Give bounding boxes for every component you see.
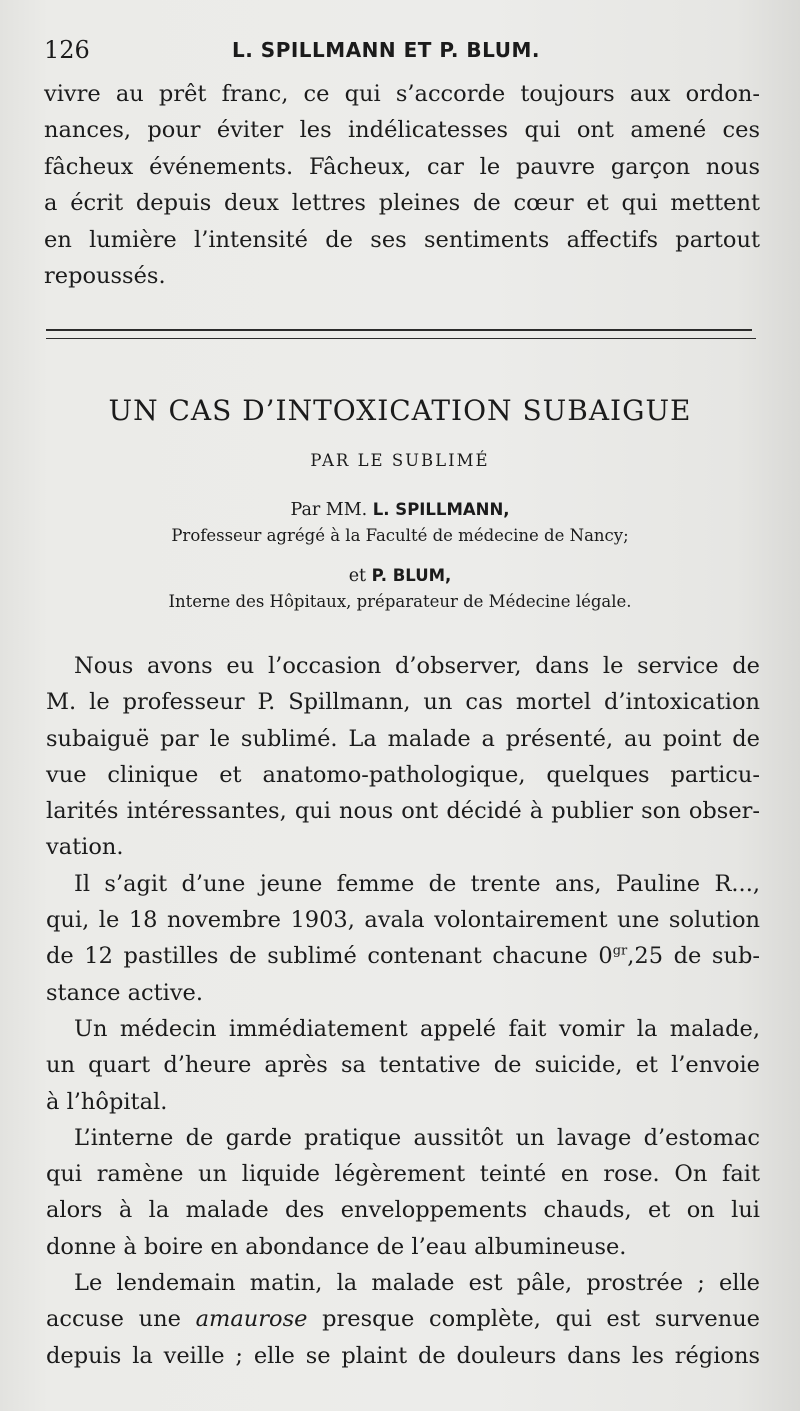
text-line — [46, 1301, 760, 1337]
paragraph — [46, 1265, 760, 1374]
text-fragment: accuse une — [46, 1306, 196, 1333]
running-title: L. SPILLMANN ET P. BLUM. — [232, 38, 540, 62]
unit-superscript: gr — [612, 943, 628, 959]
italic-term: amaurose — [195, 1306, 308, 1333]
text-line: donne à boire en abondance de l’eau albumineuse. — [46, 1233, 627, 1260]
page-number: 126 — [44, 36, 90, 64]
previous-article-ending — [44, 76, 760, 294]
author-prefix: Par MM. — [290, 500, 373, 520]
text-line: M. le professeur P. Spillmann, un cas mortel d’intoxication — [46, 689, 760, 716]
text-line: subaiguë par le sublimé. La malade a présenté, au point de — [46, 725, 760, 752]
article-body — [46, 648, 760, 1374]
text-line: Il s’agit d’une jeune femme de trente ans, Pauline R..., — [74, 870, 760, 897]
text-line: stance active. — [46, 979, 203, 1006]
text-line: larités intéressantes, qui nous ont décidé à publier son obser- — [46, 798, 760, 825]
text-line: qui, le 18 novembre 1903, avala volontairement une solution — [46, 907, 760, 934]
text-line: fâcheux événements. Fâcheux, car le pauvre garçon nous — [44, 153, 760, 180]
text-line: qui ramène un liquide légèrement teinté en rose. On fait — [46, 1161, 760, 1188]
text-line: vivre au prêt franc, ce qui s’accorde toujours aux ordon- — [44, 81, 760, 107]
text-line: en lumière l’intensité de ses sentiments affectifs partout — [44, 226, 760, 253]
author-line-1 — [0, 500, 800, 520]
text-line: vation. — [46, 834, 124, 861]
text-line: depuis la veille ; elle se plaint de douleurs dans les régions — [46, 1342, 760, 1369]
text-line: repoussés. — [44, 263, 166, 290]
author-name: L. SPILLMANN, — [372, 500, 510, 519]
author-affiliation-2: Interne des Hôpitaux, préparateur de Médecine légale. — [168, 592, 632, 611]
text-fragment: ,25 de sub- — [627, 943, 760, 970]
author-line-2 — [0, 566, 800, 586]
author-affiliation-1: Professeur agrégé à la Faculté de médecine de Nancy; — [171, 526, 629, 545]
text-line: a écrit depuis deux lettres pleines de cœur et qui mettent — [44, 190, 760, 217]
author-prefix: et — [348, 566, 372, 586]
text-line: nances, pour éviter les indélicatesses qui ont amené ces — [44, 117, 760, 144]
text-line: à l’hôpital. — [46, 1088, 168, 1115]
paragraph — [46, 866, 760, 1011]
text-line — [46, 938, 760, 974]
page-header — [0, 34, 800, 66]
paragraph — [46, 648, 760, 866]
section-divider-thin — [46, 338, 756, 339]
text-line: Un médecin immédiatement appelé fait vomir la malade, — [74, 1015, 760, 1042]
text-line: Nous avons eu l’occasion d’observer, dans le service de — [74, 653, 760, 679]
text-line: alors à la malade des enveloppements chauds, et on lui — [46, 1197, 760, 1224]
article-title: UN CAS D’INTOXICATION SUBAIGUE — [108, 394, 692, 427]
text-fragment: presque complète, qui est survenue — [307, 1306, 761, 1333]
paragraph — [46, 1011, 760, 1120]
text-line: L’interne de garde pratique aussitôt un lavage d’estomac — [74, 1124, 760, 1151]
author-name: P. BLUM, — [371, 566, 452, 585]
text-fragment: de 12 pastilles de sublimé contenant chacune 0 — [46, 943, 613, 970]
paragraph — [46, 1120, 760, 1265]
text-line: un quart d’heure après sa tentative de suicide, et l’envoie — [46, 1052, 760, 1079]
article-subtitle: PAR LE SUBLIMÉ — [310, 451, 490, 470]
section-divider-thick — [46, 329, 752, 331]
text-line: vue clinique et anatomo-pathologique, quelques particu- — [46, 761, 760, 788]
text-line: Le lendemain matin, la malade est pâle, prostrée ; elle — [74, 1270, 760, 1297]
